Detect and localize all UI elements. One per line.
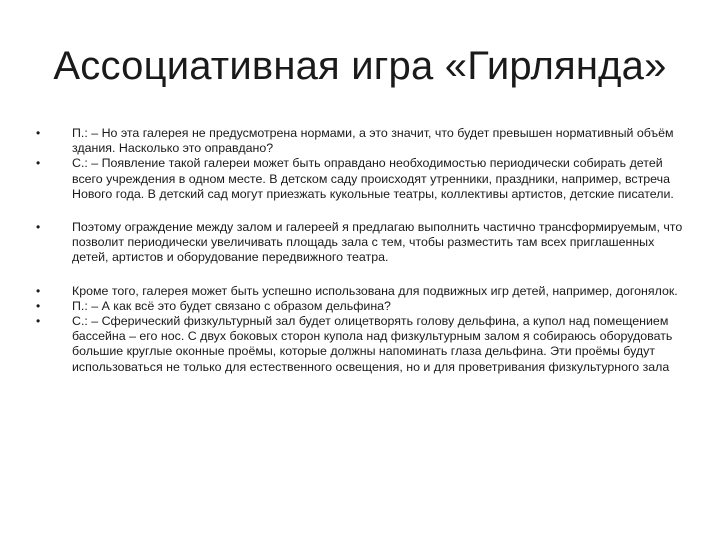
- bullet-icon: •: [36, 283, 41, 298]
- item-text: С.: – Сферический физкультурный зал будет олицетворять голову дельфина, а купол над помещением бассейна – его нос. С двух боковых сторон купола над физкультурным залом я собираюсь оборудовать большие круглые оконные проёмы, которые должны напоминать глаза дельфина. Эти проёмы будут использоваться не только для естественного освещения, но и для проветривания физкультурного зала: [72, 314, 673, 374]
- spacer: [36, 202, 686, 220]
- list-item: [36, 156, 686, 202]
- bullet-icon: •: [36, 314, 41, 329]
- list-item: [36, 220, 686, 266]
- item-text: П.: – А как всё это будет связано с образом дельфина?: [72, 298, 391, 313]
- bullet-icon: •: [36, 298, 41, 313]
- bullet-icon: •: [36, 220, 41, 235]
- bullet-icon: •: [36, 126, 41, 140]
- list-item: [36, 299, 686, 314]
- slide-title: Ассоциативная игра «Гирлянда»: [53, 44, 667, 88]
- bullet-list: [36, 126, 686, 375]
- list-item: [36, 284, 686, 299]
- spacer: [36, 266, 686, 284]
- item-text: Кроме того, галерея может быть успешно использована для подвижных игр детей, например, догонялок.: [72, 283, 678, 298]
- list-item: [36, 126, 686, 156]
- item-text: Поэтому ограждение между залом и галереей я предлагаю выполнить частично трансформируемым, что позволит периодически увеличивать площадь зала с тем, чтобы разместить там всех приглашенных детей, артистов и оборудование передвижного театра.: [72, 220, 683, 265]
- item-text: С.: – Появление такой галереи может быть оправдано необходимостью периодически собирать детей всего учреждения в одном месте. В детском саду происходят утренники, праздники, например, встреча Нового года. В детский сад могут приезжать кукольные театры, коллективы артистов, детские писатели.: [72, 156, 674, 201]
- list-item: [36, 314, 686, 375]
- item-text: П.: – Но эта галерея не предусмотрена нормами, а это значит, что будет превышен нормативный объём здания. Насколько это оправдано?: [72, 126, 674, 156]
- bullet-icon: •: [36, 156, 41, 171]
